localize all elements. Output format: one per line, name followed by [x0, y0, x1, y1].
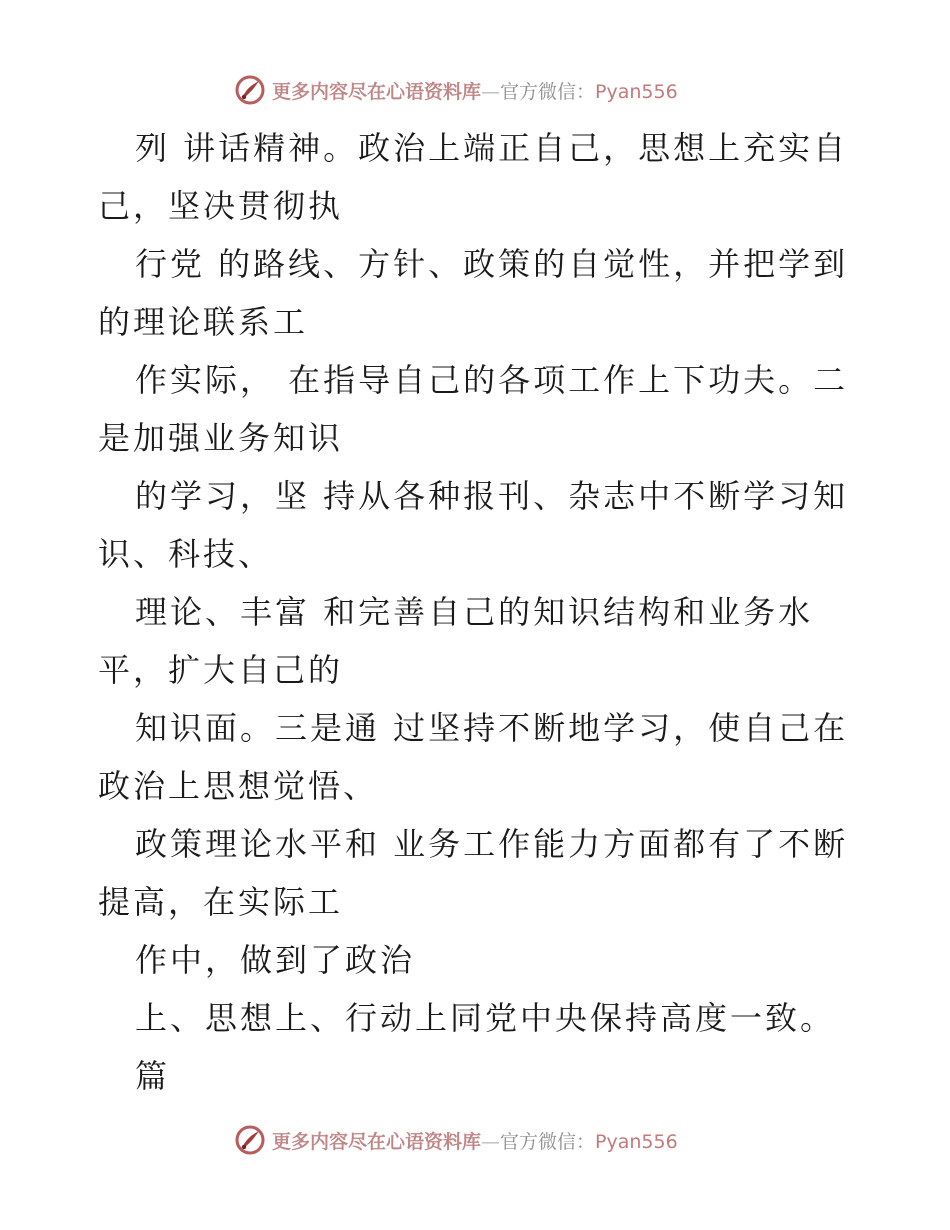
- watermark-separator: —: [481, 1130, 501, 1153]
- paragraph-line: 行党 的路线、方针、政策的自觉性，并把学到: [135, 245, 849, 283]
- paragraph-continuation: 提高，在实际工: [98, 883, 344, 921]
- watermark-brand: 更多内容尽在心语资料库: [272, 1130, 482, 1153]
- paragraph-continuation: 平，扩大自己的: [98, 651, 344, 689]
- paragraph-line: 知识面。三是通 过坚持不断地学习，使自己在: [135, 709, 849, 747]
- paragraph-line: 上、思想上、行动上同党中央保持高度一致。: [135, 999, 836, 1037]
- paragraph-line: 列 讲话精神。政治上端正自己，思想上充实自: [135, 129, 849, 167]
- paragraph-line: 作实际， 在指导自己的各项工作上下功夫。二: [135, 361, 849, 399]
- watermark-label: 官方微信：: [500, 80, 596, 103]
- watermark-brand: 更多内容尽在心语资料库: [272, 80, 482, 103]
- watermark-separator: —: [481, 80, 501, 103]
- paragraph-continuation: 的理论联系工: [98, 303, 309, 341]
- footer-watermark: [234, 1123, 678, 1157]
- watermark-text: [272, 1127, 678, 1154]
- header-watermark: [234, 73, 678, 107]
- paragraph-line: 理论、丰富 和完善自己的知识结构和业务水: [135, 593, 814, 631]
- paragraph-line: 篇: [135, 1057, 171, 1095]
- watermark-label: 官方微信：: [500, 1130, 596, 1153]
- paragraph-continuation: 识、科技、: [98, 535, 274, 573]
- brush-logo-icon: [234, 74, 266, 106]
- paragraph-continuation: 是加强业务知识: [98, 419, 344, 457]
- brush-logo-icon: [234, 1124, 266, 1156]
- paragraph-line: 政策理论水平和 业务工作能力方面都有了不断: [135, 825, 849, 863]
- paragraph-continuation: 己，坚决贯彻执: [98, 187, 344, 225]
- watermark-id: Pyan556: [595, 80, 678, 103]
- paragraph-line: 作中，做到了政治: [135, 941, 416, 979]
- paragraph-continuation: 政治上思想觉悟、: [98, 767, 379, 805]
- paragraph-line: 的学习，坚 持从各种报刊、杂志中不断学习知: [135, 477, 849, 515]
- watermark-id: Pyan556: [595, 1130, 678, 1153]
- watermark-text: [272, 77, 678, 104]
